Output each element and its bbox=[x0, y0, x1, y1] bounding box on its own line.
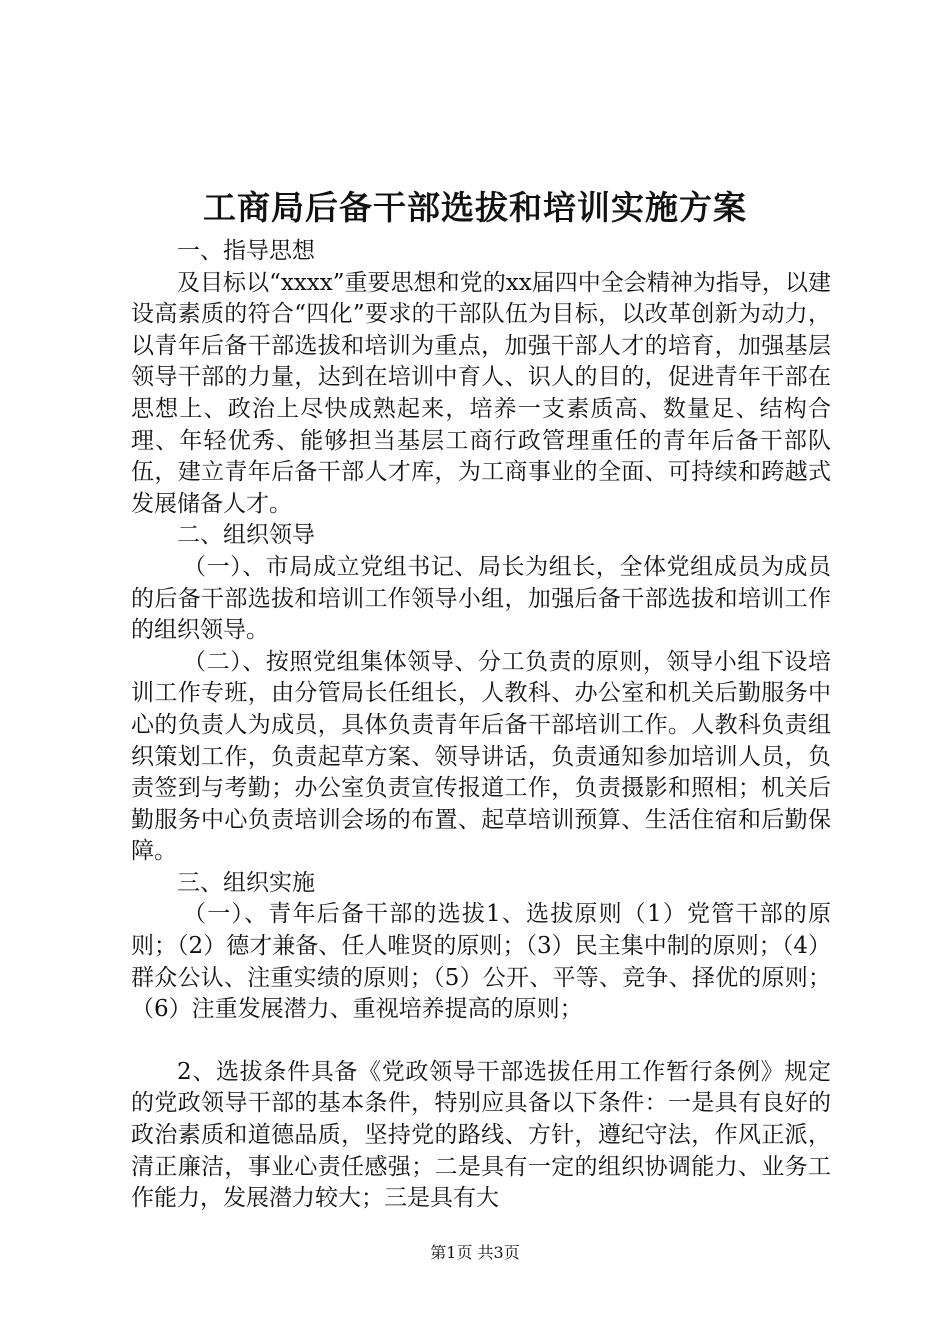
page-footer: 第1页 共3页 bbox=[430, 1243, 520, 1262]
section-heading-organization: 二、组织领导 bbox=[177, 522, 315, 549]
section-heading-implementation: 三、组织实施 bbox=[177, 869, 315, 896]
paragraph-organization-2: （二）、按照党组集体领导、分工负责的原则，领导小组下设培训工作专班，由分管局长任组长，人教科、办公室和机关后勤服务中心的负责人为成员，具体负责青年后备干部培训工作。人教科负责组织策划工作，负责起草方案、领导讲话，负责通知参加培训人员，负责签到与考勤；办公室负责宣传报道工作，负责摄影和照相；机关后勤服务中心负责培训会场的布置、起草培训预算、生活住宿和后勤保障。 bbox=[131, 648, 831, 865]
paragraph-organization-1: （一）、市局成立党组书记、局长为组长，全体党组成员为成员的后备干部选拔和培训工作领导小组，加强后备干部选拔和培训工作的组织领导。 bbox=[131, 553, 831, 644]
paragraph-selection-conditions: 2、选拔条件具备《党政领导干部选拔任用工作暂行条例》规定的党政领导干部的基本条件，特别应具备以下条件：一是具有良好的政治素质和道德品质，坚持党的路线、方针，遵纪守法，作风正派，清正廉洁，事业心责任感强；二是具有一定的组织协调能力、业务工作能力，发展潜力较大；三是具有大 bbox=[131, 1058, 831, 1212]
paragraph-guiding-thought: 及目标以“xxxx”重要思想和党的xx届四中全会精神为指导，以建设高素质的符合“四化”要求的干部队伍为目标，以改革创新为动力，以青年后备干部选拔和培训为重点，加强干部人才的培育，加强基层领导干部的力量，达到在培训中育人、识人的目的，促进青年干部在思想上、政治上尽快成熟起来，培养一支素质高、数量足、结构合理、年轻优秀、能够担当基层工商行政管理重任的青年后备干部队伍，建立青年后备干部人才库，为工商事业的全面、可持续和跨越式发展储备人才。 bbox=[131, 269, 831, 517]
document-body bbox=[131, 236, 831, 1215]
section-heading-guiding-thought: 一、指导思想 bbox=[177, 238, 315, 264]
paragraph-selection-principles: （一）、青年后备干部的选拔1、选拔原则（1）党管干部的原则；（2）德才兼备、任人唯贤的原则；（3）民主集中制的原则；（4）群众公认、注重实绩的原则；（5）公开、平等、竞争、择优的原则；（6）注重发展潜力、重视培养提高的原则； bbox=[131, 901, 831, 1023]
document-title: 工商局后备干部选拔和培训实施方案 bbox=[203, 188, 747, 227]
